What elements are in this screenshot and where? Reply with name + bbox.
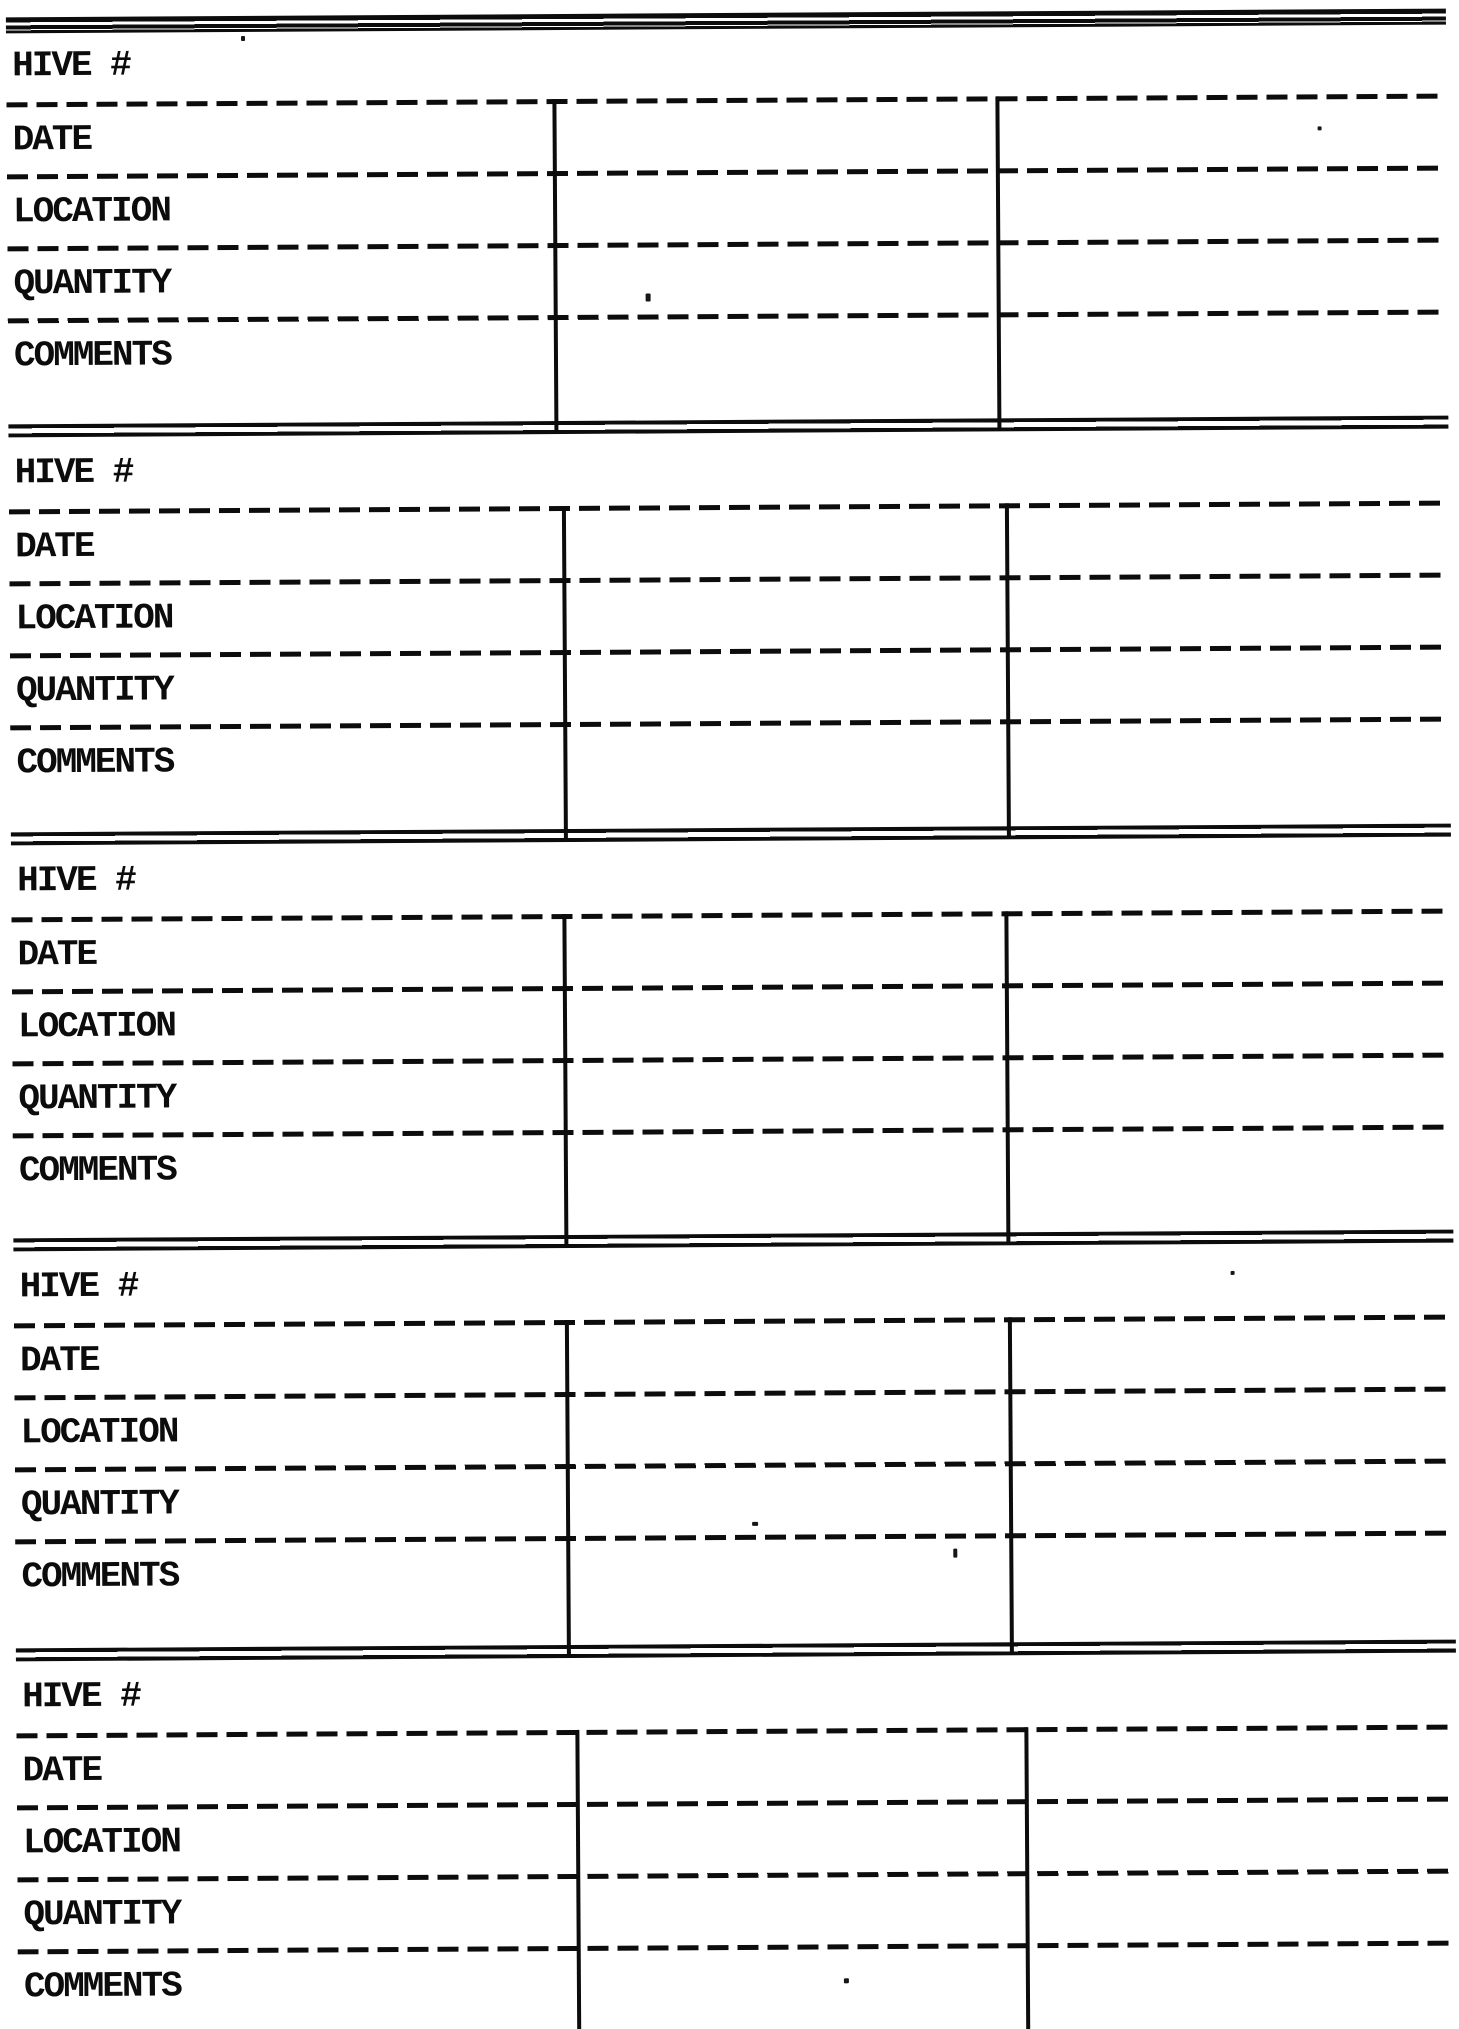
comments-label: COMMENTS [16,741,174,784]
section-separator-line [6,9,1446,34]
column-divider-line [1024,1727,1030,2029]
row-divider-dashed-line [16,1725,1450,1739]
row-divider-dashed-line [17,1869,1451,1883]
row-divider-dashed-line [12,1053,1446,1067]
column-divider-line [995,96,1001,428]
row-divider-dashed-line [9,573,1443,587]
row-divider-dashed-line [10,717,1444,731]
section-separator-line [16,1640,1456,1662]
column-divider-line [552,99,558,431]
scan-speck [241,36,245,41]
comments-label: COMMENTS [18,1149,176,1192]
row-divider-dashed-line [15,1531,1449,1545]
scan-speck [646,293,651,301]
scan-speck [752,1522,758,1526]
hive-record-section [0,0,1453,784]
row-divider-dashed-line [6,94,1440,108]
column-divider-line [562,506,568,839]
row-divider-dashed-line [11,909,1445,923]
column-divider-line [1004,911,1010,1242]
date-label: DATE [12,118,92,161]
row-divider-dashed-line [9,501,1443,515]
comments-label: COMMENTS [13,334,171,377]
hive-number-label: HIVE # [19,1265,138,1308]
row-divider-dashed-line [7,238,1441,252]
scan-speck [1231,1271,1235,1275]
quantity-label: QUANTITY [15,669,173,712]
quantity-label: QUANTITY [13,262,171,305]
location-label: LOCATION [17,1005,176,1048]
hive-number-label: HIVE # [17,859,135,902]
scan-speck [1318,126,1322,130]
quantity-label: QUANTITY [23,1893,181,1936]
comments-label: COMMENTS [21,1555,179,1598]
column-divider-line [575,1730,581,2029]
row-divider-dashed-line [7,166,1441,180]
column-divider-line [562,914,568,1245]
hive-record-section [0,0,1453,377]
section-separator-line [8,416,1448,438]
column-divider-line [1008,1317,1014,1652]
row-divider-dashed-line [13,1125,1447,1139]
date-label: DATE [17,933,97,976]
section-separator-line [13,1230,1453,1252]
row-divider-dashed-line [8,310,1442,324]
scan-speck [953,1549,957,1558]
date-label: DATE [22,1749,102,1792]
location-label: LOCATION [15,597,173,640]
location-label: LOCATION [20,1411,178,1454]
column-divider-line [565,1320,571,1655]
row-divider-dashed-line [14,1387,1448,1401]
hive-number-label: HIVE # [22,1675,140,1718]
quantity-label: QUANTITY [18,1077,176,1120]
row-divider-dashed-line [10,645,1444,659]
hive-number-label: HIVE # [14,451,133,494]
row-divider-dashed-line [15,1459,1449,1473]
column-divider-line [1005,503,1011,836]
date-label: DATE [19,1339,99,1382]
scan-speck [844,1978,849,1983]
date-label: DATE [15,525,94,568]
row-divider-dashed-line [14,1315,1448,1329]
section-separator-line [11,824,1451,846]
hive-number-label: HIVE # [12,44,130,87]
row-divider-dashed-line [12,981,1446,995]
location-label: LOCATION [12,190,171,233]
quantity-label: QUANTITY [20,1483,178,1526]
scan-speck [1106,911,1110,915]
row-divider-dashed-line [18,1941,1452,1955]
comments-label: COMMENTS [23,1965,181,2008]
row-divider-dashed-line [17,1797,1451,1811]
location-label: LOCATION [22,1821,180,1864]
